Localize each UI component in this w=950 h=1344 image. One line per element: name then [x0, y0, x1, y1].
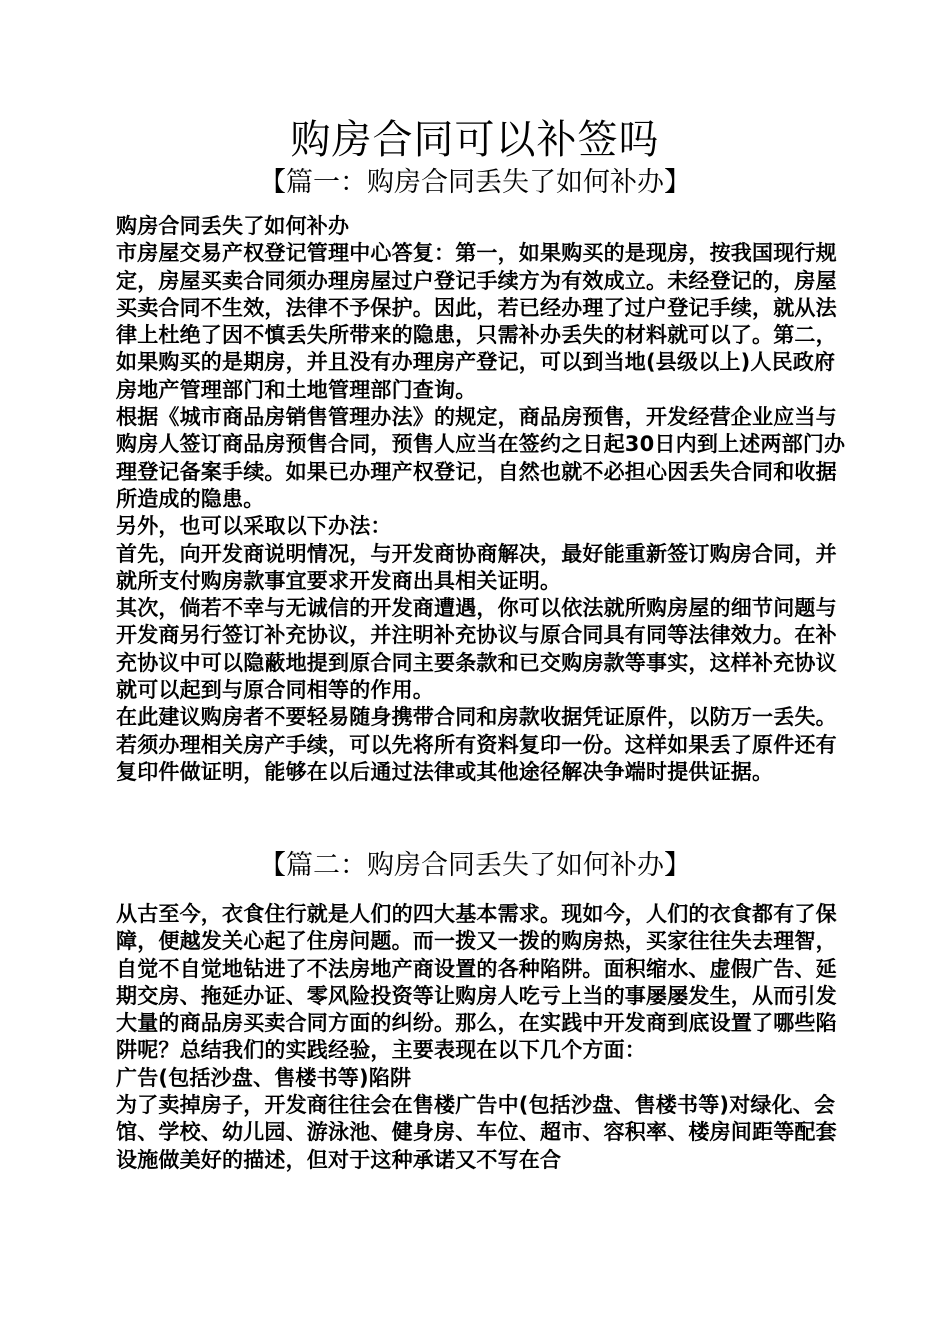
- section-1-subtitle: 购房合同丢失了如何补办: [116, 214, 350, 238]
- section-2-body: [116, 901, 846, 1174]
- paragraph: 从古至今，衣食住行就是人们的四大基本需求。现如今，人们的衣食都有了保障，便越发关心起了住房问题。而一拨又一拨的购房热，买家往往失去理智，自觉不自觉地钻进了不法房地产商设置的各种陷阱。面积缩水、虚假广告、延期交房、拖延办证、零风险投资等让购房人吃亏上当的事屡屡发生，从而引发大量的商品房买卖合同方面的纠纷。那么，在实践中开发商到底设置了哪些陷阱呢？总结我们的实践经验，主要表现在以下几个方面：: [116, 902, 837, 1063]
- section-1-heading: 【篇一：购房合同丢失了如何补办】: [259, 167, 691, 198]
- paragraph: 首先，向开发商说明情况，与开发商协商解决，最好能重新签订购房合同，并就所支付购房款事宜要求开发商出具相关证明。: [116, 541, 837, 593]
- paragraph: 其次，倘若不幸与无诚信的开发商遭遇，你可以依法就所购房屋的细节问题与开发商另行签订补充协议，并注明补充协议与原合同具有同等法律效力。在补充协议中可以隐蔽地提到原合同主要条款和已交购房款等事实，这样补充协议就可以起到与原合同相等的作用。: [116, 596, 837, 703]
- paragraph: 市房屋交易产权登记管理中心答复：第一，如果购买的是现房，按我国现行规定，房屋买卖合同须办理房屋过户登记手续方为有效成立。未经登记的，房屋买卖合同不生效，法律不予保护。因此，若已经办理了过户登记手续，就从法律上杜绝了因不慎丢失所带来的隐患，只需补办丢失的材料就可以了。第二，如果购买的是期房，并且没有办理房产登记，可以到当地(县级以上)人民政府房地产管理部门和土地管理部门查询。: [116, 241, 837, 402]
- section-2-subtitle: 广告(包括沙盘、售楼书等)陷阱: [116, 1065, 412, 1090]
- section-1-body: [116, 213, 846, 786]
- paragraph: 根据《城市商品房销售管理办法》的规定，商品房预售，开发经营企业应当与购房人签订商品房预售合同，预售人应当在签约之日起30日内到上述两部门办理登记备案手续。如果已办理产权登记，自然也就不必担心因丢失合同和收据所造成的隐患。: [116, 405, 846, 511]
- paragraph: 为了卖掉房子，开发商往往会在售楼广告中(包括沙盘、售楼书等)对绿化、会馆、学校、幼儿园、游泳池、健身房、车位、超市、容积率、楼房间距等配套设施做美好的描述，但对于这种承诺又不写在合: [116, 1093, 837, 1172]
- paragraph: 在此建议购房者不要轻易随身携带合同和房款收据凭证原件，以防万一丢失。若须办理相关房产手续，可以先将所有资料复印一份。这样如果丢了原件还有复印件做证明，能够在以后通过法律或其他途径解决争端时提供证据。: [116, 705, 837, 784]
- section-2-heading: 【篇二：购房合同丢失了如何补办】: [259, 850, 691, 881]
- document-title: 购房合同可以补签吗: [290, 117, 660, 163]
- paragraph: 另外，也可以采取以下办法：: [116, 514, 392, 539]
